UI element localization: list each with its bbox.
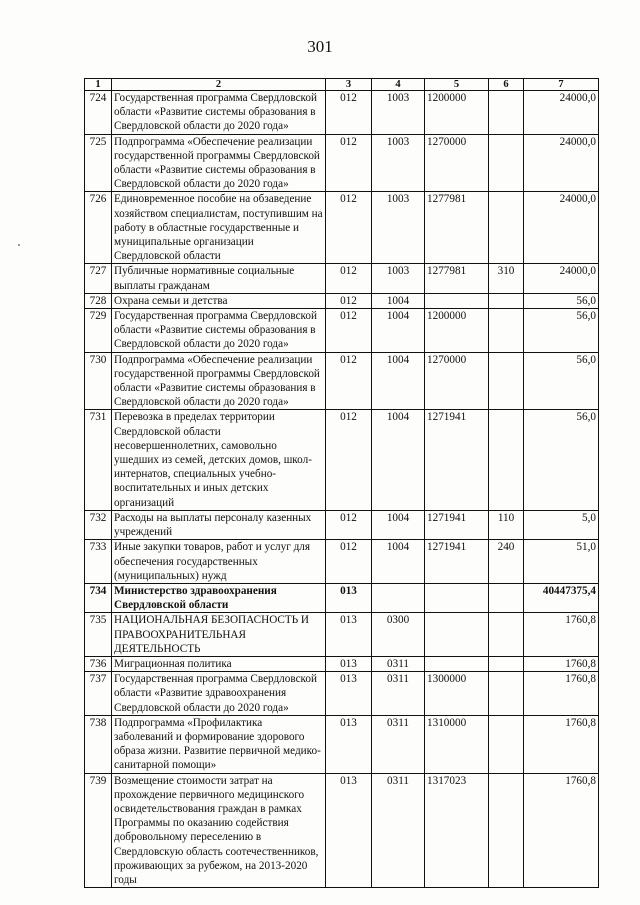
row-name: Подпрограмма «Обеспечение реализации государственной программы Свердловской области «Развитие системы образования в Свердловской области до 2020 года» bbox=[112, 134, 326, 192]
code-target: 1200000 bbox=[425, 309, 489, 353]
table-row bbox=[85, 192, 599, 264]
row-number: 730 bbox=[85, 352, 112, 410]
code-ministry: 013 bbox=[326, 613, 372, 657]
code-ministry: 012 bbox=[326, 410, 372, 510]
row-number: 729 bbox=[85, 309, 112, 353]
code-target: 1277981 bbox=[425, 192, 489, 264]
row-number: 728 bbox=[85, 293, 112, 308]
code-ministry: 012 bbox=[326, 309, 372, 353]
code-section: 1003 bbox=[372, 264, 425, 293]
row-name: Иные закупки товаров, работ и услуг для обеспечения государственных (муниципальных) нужд bbox=[112, 540, 326, 584]
row-number: 734 bbox=[85, 583, 112, 612]
table-row bbox=[85, 583, 599, 612]
table-row bbox=[85, 672, 599, 716]
code-target: 1277981 bbox=[425, 264, 489, 293]
amount: 24000,0 bbox=[524, 134, 599, 192]
code-target: 1271941 bbox=[425, 540, 489, 584]
amount: 24000,0 bbox=[524, 91, 599, 135]
row-name: Государственная программа Свердловской области «Развитие системы образования в Свердловской области до 2020 года» bbox=[112, 309, 326, 353]
row-name: Возмещение стоимости затрат на прохождение первичного медицинского освидетельствования граждан в рамках Программы по оказанию содействия добровольному переселению в Свердловскую область соотечественников, проживающих за рубежом, на 2013-2020 годы bbox=[112, 773, 326, 888]
amount: 56,0 bbox=[524, 309, 599, 353]
table-row bbox=[85, 264, 599, 293]
code-expense-type bbox=[489, 352, 524, 410]
code-ministry: 013 bbox=[326, 583, 372, 612]
code-expense-type: 310 bbox=[489, 264, 524, 293]
amount: 51,0 bbox=[524, 540, 599, 584]
row-number: 739 bbox=[85, 773, 112, 888]
code-expense-type bbox=[489, 410, 524, 510]
code-ministry: 012 bbox=[326, 134, 372, 192]
amount: 56,0 bbox=[524, 410, 599, 510]
code-target: 1200000 bbox=[425, 91, 489, 135]
amount: 5,0 bbox=[524, 510, 599, 539]
code-expense-type bbox=[489, 656, 524, 671]
row-name: Единовременное пособие на обзаведение хозяйством специалистам, поступившим на работу в областные государственные и муниципальные организации Свердловской области bbox=[112, 192, 326, 264]
code-ministry: 013 bbox=[326, 773, 372, 888]
code-ministry: 013 bbox=[326, 656, 372, 671]
code-ministry: 013 bbox=[326, 672, 372, 716]
table-row bbox=[85, 91, 599, 135]
row-number: 737 bbox=[85, 672, 112, 716]
table-row bbox=[85, 510, 599, 539]
page-number: 301 bbox=[307, 37, 333, 56]
code-target: 1270000 bbox=[425, 134, 489, 192]
row-name: Государственная программа Свердловской области «Развитие системы образования в Свердловской области до 2020 года» bbox=[112, 91, 326, 135]
code-expense-type bbox=[489, 309, 524, 353]
amount: 24000,0 bbox=[524, 192, 599, 264]
code-expense-type bbox=[489, 293, 524, 308]
header-cell: 3 bbox=[326, 79, 372, 91]
row-number: 735 bbox=[85, 613, 112, 657]
header-cell: 1 bbox=[85, 79, 112, 91]
code-ministry: 012 bbox=[326, 510, 372, 539]
row-number: 732 bbox=[85, 510, 112, 539]
amount: 1760,8 bbox=[524, 672, 599, 716]
code-ministry: 012 bbox=[326, 91, 372, 135]
amount: 24000,0 bbox=[524, 264, 599, 293]
header-cell: 5 bbox=[425, 79, 489, 91]
table-header-row bbox=[85, 79, 599, 91]
amount: 56,0 bbox=[524, 352, 599, 410]
table-row bbox=[85, 613, 599, 657]
header-cell: 7 bbox=[524, 79, 599, 91]
row-name: Перевозка в пределах территории Свердловской области несовершеннолетних, самовольно ушедших из семей, детских домов, школ-интернатов, специальных учебно-воспитательных и иных детских организаций bbox=[112, 410, 326, 510]
code-expense-type: 240 bbox=[489, 540, 524, 584]
code-expense-type bbox=[489, 134, 524, 192]
row-name: Охрана семьи и детства bbox=[112, 293, 326, 308]
table-row bbox=[85, 134, 599, 192]
code-ministry: 013 bbox=[326, 715, 372, 773]
amount: 56,0 bbox=[524, 293, 599, 308]
amount: 1760,8 bbox=[524, 715, 599, 773]
code-expense-type bbox=[489, 773, 524, 888]
budget-table bbox=[84, 78, 599, 888]
code-target: 1270000 bbox=[425, 352, 489, 410]
row-name: Миграционная политика bbox=[112, 656, 326, 671]
code-section: 1004 bbox=[372, 293, 425, 308]
amount: 40447375,4 bbox=[524, 583, 599, 612]
table-row bbox=[85, 309, 599, 353]
code-section: 0311 bbox=[372, 656, 425, 671]
header-cell: 6 bbox=[489, 79, 524, 91]
code-expense-type bbox=[489, 715, 524, 773]
code-expense-type: 110 bbox=[489, 510, 524, 539]
header-cell: 2 bbox=[112, 79, 326, 91]
code-target: 1317023 bbox=[425, 773, 489, 888]
code-section: 1003 bbox=[372, 91, 425, 135]
row-name: НАЦИОНАЛЬНАЯ БЕЗОПАСНОСТЬ И ПРАВООХРАНИТЕЛЬНАЯ ДЕЯТЕЛЬНОСТЬ bbox=[112, 613, 326, 657]
code-section: 1004 bbox=[372, 352, 425, 410]
code-target bbox=[425, 583, 489, 612]
amount: 1760,8 bbox=[524, 613, 599, 657]
table-row bbox=[85, 352, 599, 410]
row-name: Расходы на выплаты персоналу казенных учреждений bbox=[112, 510, 326, 539]
code-section: 1004 bbox=[372, 540, 425, 584]
row-name: Публичные нормативные социальные выплаты гражданам bbox=[112, 264, 326, 293]
code-section: 0311 bbox=[372, 773, 425, 888]
code-ministry: 012 bbox=[326, 192, 372, 264]
code-section: 1003 bbox=[372, 134, 425, 192]
scan-speck bbox=[18, 244, 20, 246]
code-section: 1004 bbox=[372, 510, 425, 539]
code-expense-type bbox=[489, 613, 524, 657]
code-section: 1003 bbox=[372, 192, 425, 264]
code-ministry: 012 bbox=[326, 540, 372, 584]
code-section: 1004 bbox=[372, 309, 425, 353]
code-target: 1310000 bbox=[425, 715, 489, 773]
amount: 1760,8 bbox=[524, 656, 599, 671]
code-target bbox=[425, 293, 489, 308]
table-row bbox=[85, 540, 599, 584]
row-number: 731 bbox=[85, 410, 112, 510]
code-target: 1271941 bbox=[425, 510, 489, 539]
code-expense-type bbox=[489, 91, 524, 135]
code-section: 0311 bbox=[372, 715, 425, 773]
table-row bbox=[85, 773, 599, 888]
row-number: 733 bbox=[85, 540, 112, 584]
row-name: Министерство здравоохранения Свердловской области bbox=[112, 583, 326, 612]
row-name: Государственная программа Свердловской области «Развитие здравоохранения Свердловской области до 2020 года» bbox=[112, 672, 326, 716]
table-row bbox=[85, 656, 599, 671]
row-name: Подпрограмма «Обеспечение реализации государственной программы Свердловской области «Развитие системы образования в Свердловской области до 2020 года» bbox=[112, 352, 326, 410]
code-expense-type bbox=[489, 672, 524, 716]
code-target bbox=[425, 613, 489, 657]
code-ministry: 012 bbox=[326, 264, 372, 293]
code-section: 0300 bbox=[372, 613, 425, 657]
code-section: 0311 bbox=[372, 672, 425, 716]
row-number: 736 bbox=[85, 656, 112, 671]
row-number: 724 bbox=[85, 91, 112, 135]
code-ministry: 012 bbox=[326, 293, 372, 308]
row-number: 726 bbox=[85, 192, 112, 264]
code-target: 1271941 bbox=[425, 410, 489, 510]
code-target: 1300000 bbox=[425, 672, 489, 716]
code-expense-type bbox=[489, 583, 524, 612]
code-section: 1004 bbox=[372, 410, 425, 510]
table-row bbox=[85, 715, 599, 773]
header-cell: 4 bbox=[372, 79, 425, 91]
table-row bbox=[85, 410, 599, 510]
amount: 1760,8 bbox=[524, 773, 599, 888]
row-number: 727 bbox=[85, 264, 112, 293]
row-number: 725 bbox=[85, 134, 112, 192]
code-section bbox=[372, 583, 425, 612]
table-row bbox=[85, 293, 599, 308]
row-name: Подпрограмма «Профилактика заболеваний и формирование здорового образа жизни. Развитие первичной медико-санитарной помощи» bbox=[112, 715, 326, 773]
code-expense-type bbox=[489, 192, 524, 264]
code-ministry: 012 bbox=[326, 352, 372, 410]
code-target bbox=[425, 656, 489, 671]
row-number: 738 bbox=[85, 715, 112, 773]
